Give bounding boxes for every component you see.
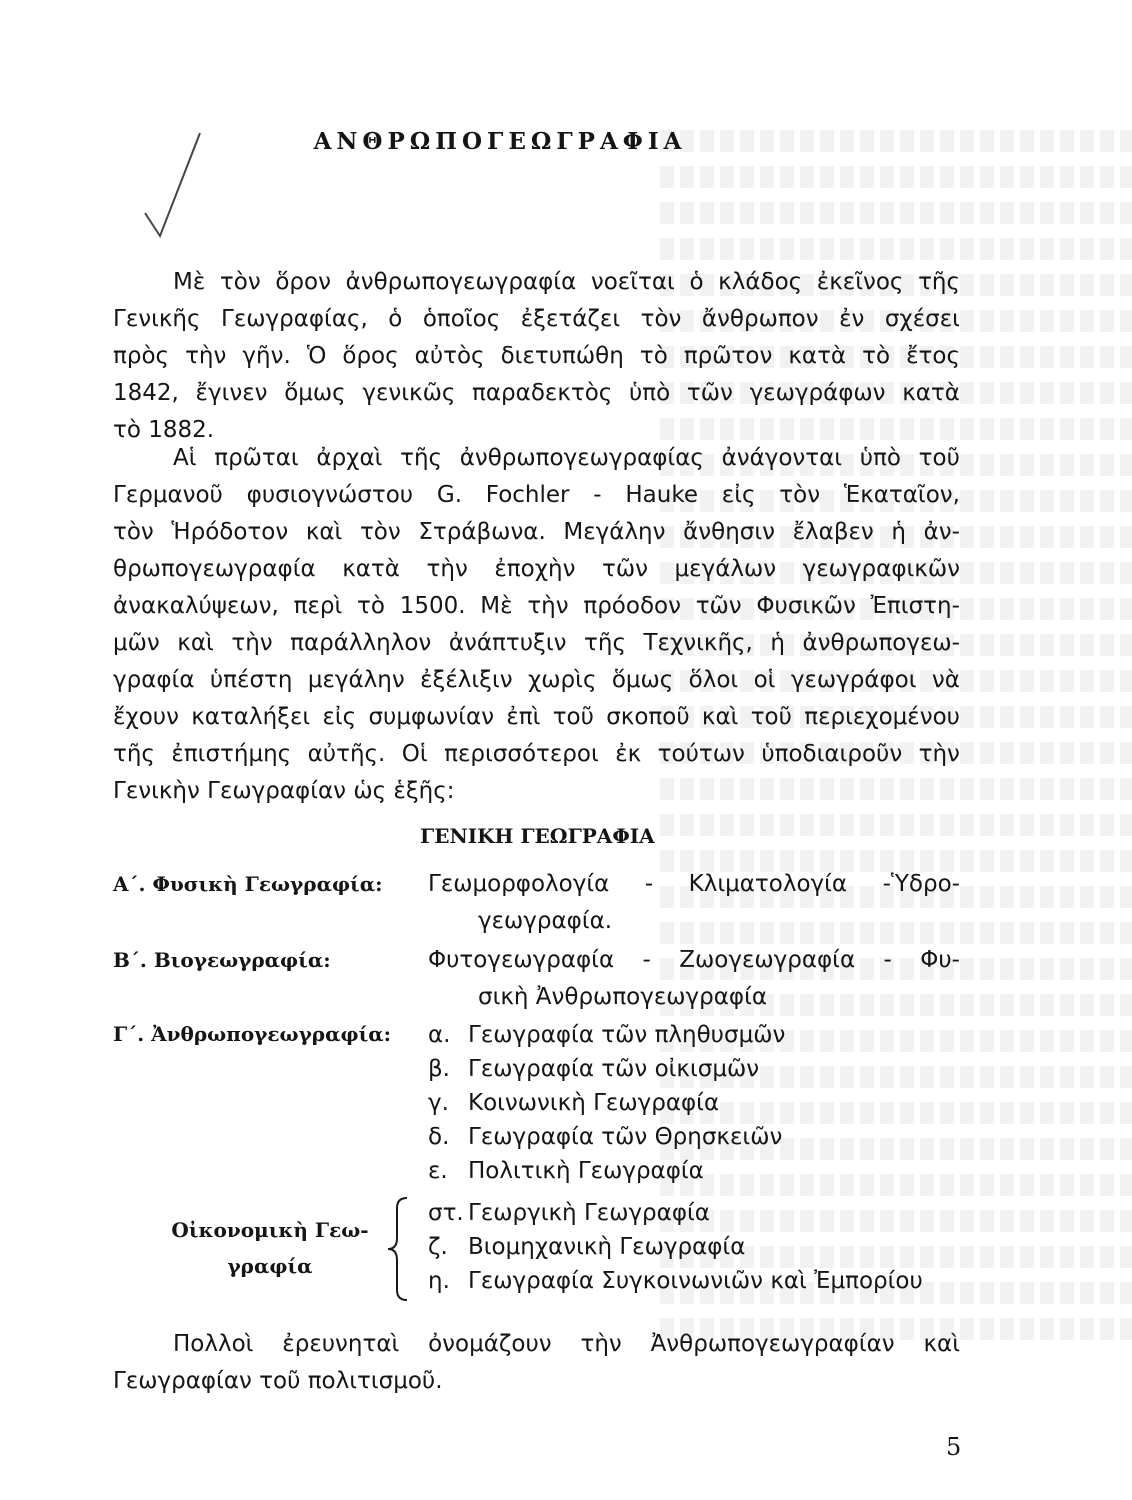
word: γεωγράφων xyxy=(749,380,886,406)
word: ἀνάγονται xyxy=(721,445,843,471)
word: συμφωνίαν xyxy=(368,704,495,730)
word: εἰς xyxy=(721,482,756,508)
word: - xyxy=(593,482,602,508)
word: τῆς xyxy=(584,630,626,656)
word: ὑποδιαιροῦν xyxy=(761,741,903,767)
word: αὐτὸς xyxy=(414,343,485,369)
category-b-text xyxy=(428,942,960,1016)
text-line: γεωγραφία. xyxy=(478,908,613,934)
word: ὑπὸ xyxy=(859,445,901,471)
word: ἀνακαλύψεων, xyxy=(113,593,279,619)
word: ἐν xyxy=(839,306,865,332)
word: τὸν xyxy=(359,519,401,545)
word: ἔτος xyxy=(906,343,960,369)
word: Γενικῆς xyxy=(113,306,201,332)
word: ὅλοι xyxy=(688,667,739,693)
word: κλάδος xyxy=(718,269,803,295)
word: ὑπὸ xyxy=(628,380,671,406)
word: ἀνθρωπογεωγραφία xyxy=(345,269,577,295)
word: νὰ xyxy=(931,667,960,693)
text-line: Γενικὴν Γεωγραφίαν ὡς ἑξῆς: xyxy=(113,778,455,804)
word: τὸ xyxy=(357,593,385,619)
paragraph-2 xyxy=(113,440,960,810)
category-a-label: Α΄. Φυσικὴ Γεωγραφία: xyxy=(113,872,383,896)
word: εἰς xyxy=(322,704,357,730)
text-line xyxy=(113,514,960,551)
word: γεωγραφικῶν xyxy=(802,556,960,582)
word: κατὰ xyxy=(342,556,400,582)
word: τῆς xyxy=(400,445,443,471)
list-item: ε. Πολιτικὴ Γεωγραφία xyxy=(428,1158,704,1184)
list-item: β. Γεωγραφία τῶν οἰκισμῶν xyxy=(428,1056,760,1082)
word: ὅρον xyxy=(275,269,331,295)
word: Γερμανοῦ xyxy=(113,482,223,508)
word: χωρὶς xyxy=(528,667,597,693)
word: τῶν xyxy=(601,556,648,582)
word: Πολλοὶ xyxy=(173,1331,254,1357)
paragraph-1 xyxy=(113,264,960,449)
word: τὴν xyxy=(918,741,960,767)
word: ὑπέστη xyxy=(209,667,293,693)
word: τοῦ xyxy=(552,704,594,730)
word: Ἑκαταῖον, xyxy=(843,482,960,508)
text-line xyxy=(113,1326,960,1363)
word: παραδεκτὸς xyxy=(472,380,613,406)
word: Ἀνθρωπογεωγραφίαν xyxy=(650,1331,895,1357)
word: Ἐπιστη- xyxy=(870,593,960,619)
word: τῶν xyxy=(695,593,742,619)
word: ἀνθρωπογεω- xyxy=(802,630,960,656)
word: Μὲ xyxy=(480,593,513,619)
curly-brace-icon xyxy=(385,1196,411,1302)
list-item: ζ. Βιομηχανικὴ Γεωγραφία xyxy=(428,1234,746,1260)
word: καὶ xyxy=(177,630,214,656)
closing-paragraph xyxy=(113,1326,960,1400)
word: Hauke xyxy=(625,482,698,508)
word: ὅρος xyxy=(342,343,399,369)
word: ἄνθρωπον xyxy=(701,306,819,332)
word: μεγάλην xyxy=(307,667,405,693)
word: ἐρευνηταὶ xyxy=(282,1331,400,1357)
word: κατὰ xyxy=(902,380,960,406)
word: περισσότεροι xyxy=(444,741,599,767)
word: τοῦ xyxy=(750,704,792,730)
word: τὴν xyxy=(185,343,227,369)
word: Γεωγραφίας, xyxy=(221,306,368,332)
category-c-label: Γ΄. Ἀνθρωπογεωγραφία: xyxy=(113,1022,392,1046)
word: τὸ xyxy=(639,343,668,369)
word: τὸν xyxy=(640,306,682,332)
word: περιεχομένου xyxy=(804,704,960,730)
word: καὶ xyxy=(701,704,739,730)
economic-geography-list xyxy=(428,1196,923,1298)
word: ἔλαβεν xyxy=(792,519,874,545)
word: Οἱ xyxy=(401,741,428,767)
word: σκοποῦ xyxy=(606,704,690,730)
word: ἡ xyxy=(770,630,785,656)
word: ὀνομάζουν xyxy=(428,1331,552,1357)
word: τῆς xyxy=(918,269,960,295)
word: καὶ xyxy=(305,519,343,545)
text-line xyxy=(113,736,960,773)
word: ἐποχὴν xyxy=(494,556,576,582)
text-line xyxy=(113,440,960,477)
word: ἐκεῖνος xyxy=(816,269,904,295)
word: πρῶται xyxy=(214,445,299,471)
word: ἀνάπτυξιν xyxy=(448,630,567,656)
word: ὁ xyxy=(689,269,704,295)
word: πρόοδον xyxy=(583,593,681,619)
word: ἐκ xyxy=(615,741,642,767)
word: σχέσει xyxy=(884,306,960,332)
section-heading: ΓΕΝΙΚΗ ΓΕΩΓΡΑΦΙΑ xyxy=(420,824,655,848)
word: ἀρχαὶ xyxy=(316,445,383,471)
word: πρῶτον xyxy=(683,343,773,369)
word: παράλληλον xyxy=(290,630,432,656)
word: ὅμως xyxy=(284,380,346,406)
word: ἄνθησιν xyxy=(683,519,775,545)
word: καταλήξει xyxy=(191,704,311,730)
list-item: γ. Κοινωνικὴ Γεωγραφία xyxy=(428,1090,720,1116)
word: Μεγάλην xyxy=(563,519,666,545)
word: τὴν xyxy=(231,630,273,656)
text-line xyxy=(113,625,960,662)
word: Τεχνικῆς, xyxy=(643,630,753,656)
word: οἱ xyxy=(753,667,776,693)
text-line xyxy=(113,662,960,699)
page-number: 5 xyxy=(946,1433,962,1461)
text-line xyxy=(113,264,960,301)
word: τὸν xyxy=(779,482,821,508)
word: περὶ xyxy=(293,593,343,619)
word: τῶν xyxy=(686,380,733,406)
word: γῆν. xyxy=(242,343,291,369)
word: ἐξέλιξιν xyxy=(420,667,513,693)
word: ἐξετάζει xyxy=(520,306,621,332)
word: νοεῖται xyxy=(590,269,675,295)
word: Αἱ xyxy=(173,445,197,471)
text-line xyxy=(113,477,960,514)
word: θρωπογεωγραφία xyxy=(113,556,316,582)
text-line: Φυτογεωγραφία - Ζωογεωγραφία - Φυ- xyxy=(428,947,960,973)
text-line xyxy=(113,551,960,588)
list-item: η. Γεωγραφία Συγκοινωνιῶν καὶ Ἐμπορίου xyxy=(428,1268,923,1294)
page-title: ΑΝΘΡΩΠΟΓΕΩΓΡΑΦΙΑ xyxy=(313,128,687,155)
word: ἔχουν xyxy=(113,704,179,730)
word: ἔγινεν xyxy=(195,380,268,406)
word: Fochler xyxy=(485,482,570,508)
category-c-list xyxy=(428,1018,785,1188)
word: Ἡρόδοτον xyxy=(171,519,289,545)
word: τὸν xyxy=(219,269,261,295)
word: ὅμως xyxy=(611,667,674,693)
text-line xyxy=(113,301,960,338)
word: τὴν xyxy=(426,556,468,582)
word: αὐτῆς. xyxy=(307,741,386,767)
label-line: Οἰκονομικὴ Γεω- xyxy=(171,1218,369,1242)
text-line xyxy=(113,338,960,375)
word: γραφία xyxy=(113,667,195,693)
text-line xyxy=(113,699,960,736)
text-line xyxy=(113,375,960,412)
word: κατὰ xyxy=(788,343,847,369)
text-line: σικὴ Ἀνθρωπογεωγραφία xyxy=(478,984,768,1010)
word: ἐπὶ xyxy=(506,704,541,730)
category-b-label: Β΄. Βιογεωγραφία: xyxy=(113,948,331,972)
word: μῶν xyxy=(113,630,160,656)
word: ἀνθρωπογεωγραφίας xyxy=(459,445,704,471)
text-line xyxy=(113,588,960,625)
category-a-text xyxy=(428,866,960,940)
word: Μὲ xyxy=(173,269,206,295)
word: ἀν- xyxy=(923,519,960,545)
economic-geography-label xyxy=(155,1212,385,1284)
word: γενικῶς xyxy=(362,380,456,406)
list-item: δ. Γεωγραφία τῶν Θρησκειῶν xyxy=(428,1124,783,1150)
word: φυσιογνώστου xyxy=(246,482,414,508)
word: πρὸς xyxy=(113,343,170,369)
word: τῆς xyxy=(113,741,155,767)
word: γεωγράφοι xyxy=(790,667,917,693)
word: ἐπιστήμης xyxy=(171,741,292,767)
word: ἡ xyxy=(891,519,906,545)
word: τὸ xyxy=(862,343,891,369)
word: τούτων xyxy=(657,741,745,767)
word: τοῦ xyxy=(918,445,960,471)
word: ὁποῖος xyxy=(422,306,501,332)
label-line: γραφία xyxy=(227,1254,313,1278)
word: διετυπώθη xyxy=(500,343,624,369)
pencil-checkmark-icon xyxy=(140,128,220,248)
word: ὁ xyxy=(388,306,403,332)
word: τὴν xyxy=(580,1331,622,1357)
word: Ὁ xyxy=(306,343,327,369)
text-line: τὸ 1882. xyxy=(113,417,215,443)
list-item: α. Γεωγραφία τῶν πληθυσμῶν xyxy=(428,1022,786,1048)
word: Φυσικῶν xyxy=(756,593,856,619)
word: 1500. xyxy=(399,593,466,619)
text-line: Γεωμορφολογία - Κλιματολογία -Ὑδρο- xyxy=(428,871,960,897)
word: G. xyxy=(436,482,463,508)
list-item: στ. Γεωργικὴ Γεωγραφία xyxy=(428,1200,710,1226)
word: καὶ xyxy=(923,1331,960,1357)
word: μεγάλων xyxy=(674,556,777,582)
word: Στράβωνα. xyxy=(418,519,546,545)
text-line: Γεωγραφίαν τοῦ πολιτισμοῦ. xyxy=(113,1368,443,1394)
word: τὴν xyxy=(527,593,569,619)
word: 1842, xyxy=(113,380,179,406)
word: τὸν xyxy=(113,519,154,545)
